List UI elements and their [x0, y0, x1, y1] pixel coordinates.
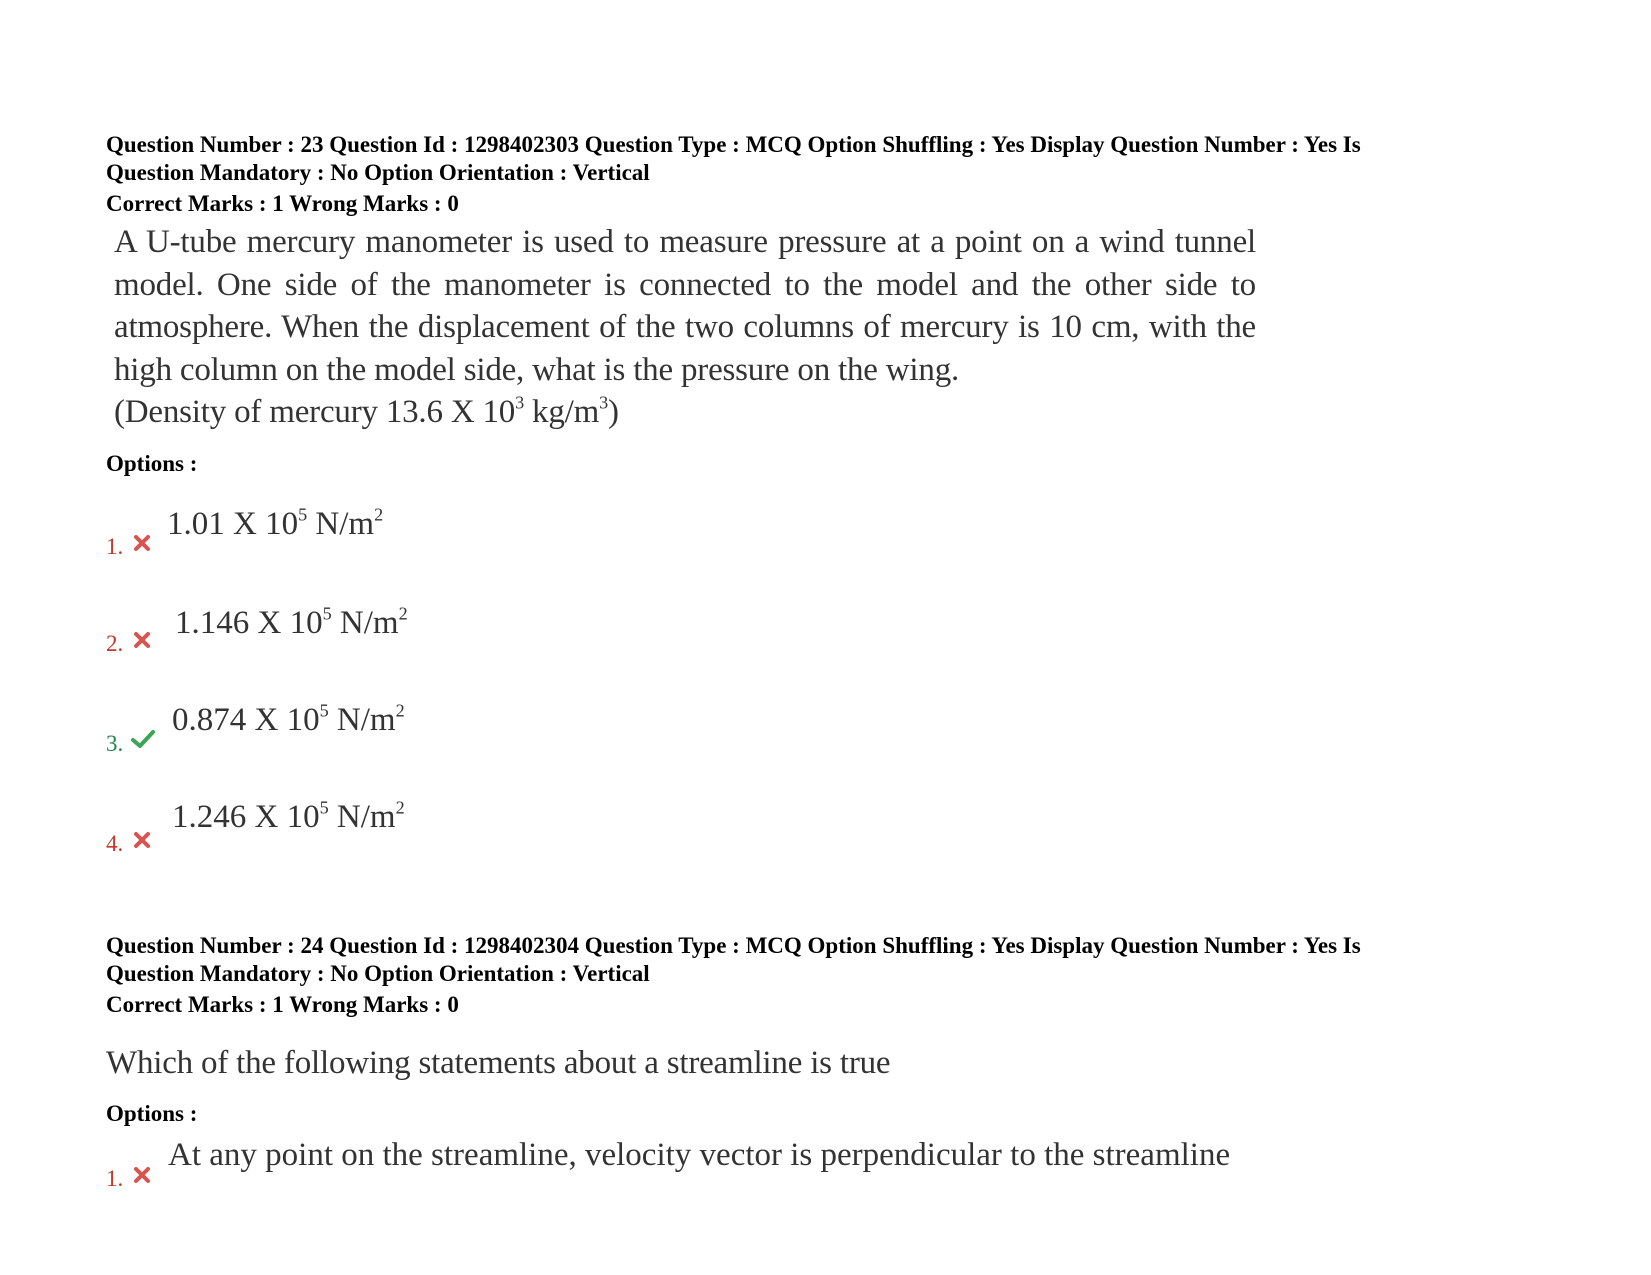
question-stem	[114, 221, 1256, 434]
density-unit: kg/m	[523, 394, 600, 430]
question-meta-line1: Question Number : 23 Question Id : 1298402303 Question Type : MCQ Option Shuffling : Yes Display Question Number : Yes Is	[106, 132, 1361, 157]
option-base: 1.246 X 10	[172, 799, 320, 835]
question-marks: Correct Marks : 1 Wrong Marks : 0	[106, 992, 459, 1017]
cross-icon	[133, 831, 151, 849]
option-exponent: 5	[322, 603, 332, 624]
question-meta-line2: Question Mandatory : No Option Orientation : Vertical	[106, 961, 650, 986]
question-marks: Correct Marks : 1 Wrong Marks : 0	[106, 191, 459, 216]
option-number: 4.	[106, 831, 124, 856]
options-label: Options :	[106, 1101, 198, 1126]
question-stem-text: Which of the following statements about a streamline is true	[106, 1045, 891, 1081]
option-number: 2.	[106, 631, 124, 656]
density-suffix: )	[607, 394, 619, 430]
cross-icon	[133, 534, 151, 552]
option-unit: N/m	[307, 506, 375, 542]
option-number: 1.	[106, 1166, 124, 1191]
option-base: 1.01 X 10	[167, 506, 299, 542]
option-text: At any point on the streamline, velocity vector is perpendicular to the streamline	[168, 1137, 1231, 1173]
density-unit-exponent: 3	[599, 392, 608, 413]
question-meta-line2: Question Mandatory : No Option Orientation : Vertical	[106, 160, 650, 185]
cross-icon	[133, 1166, 151, 1184]
cross-icon	[133, 631, 151, 649]
option-exponent: 5	[298, 504, 308, 525]
check-icon	[131, 729, 155, 749]
option-unit-exponent: 2	[395, 700, 405, 721]
option-unit-exponent: 2	[398, 603, 408, 624]
option-unit-exponent: 2	[395, 797, 405, 818]
option-text	[172, 700, 405, 740]
options-label: Options :	[106, 451, 198, 476]
option-base: 1.146 X 10	[175, 605, 323, 641]
option-text	[175, 603, 408, 643]
question-stem-text: A U-tube mercury manometer is used to measure pressure at a point on a wind tunnel model. One side of the manometer is connected to the model and the other side to atmosphere. When the displacement of the two columns of mercury is 10 cm, with the high column on the model side, what is the pressure on the wing.	[114, 224, 1256, 388]
option-base: 0.874 X 10	[172, 702, 320, 738]
option-unit: N/m	[328, 799, 396, 835]
question-stem-density	[114, 391, 1256, 434]
option-unit: N/m	[331, 605, 399, 641]
option-text	[167, 504, 383, 544]
question-meta	[106, 932, 1546, 988]
option-number: 1.	[106, 534, 124, 559]
option-number: 3.	[106, 731, 124, 756]
question-meta	[106, 131, 1546, 187]
density-exponent: 3	[515, 392, 524, 413]
density-prefix: (Density of mercury 13.6 X 10	[114, 394, 516, 430]
question-meta-line1: Question Number : 24 Question Id : 1298402304 Question Type : MCQ Option Shuffling : Yes Display Question Number : Yes Is	[106, 933, 1361, 958]
question-stem	[106, 1042, 1406, 1085]
option-exponent: 5	[319, 797, 329, 818]
option-text	[172, 797, 405, 837]
option-exponent: 5	[319, 700, 329, 721]
option-unit: N/m	[328, 702, 396, 738]
option-unit-exponent: 2	[374, 504, 384, 525]
